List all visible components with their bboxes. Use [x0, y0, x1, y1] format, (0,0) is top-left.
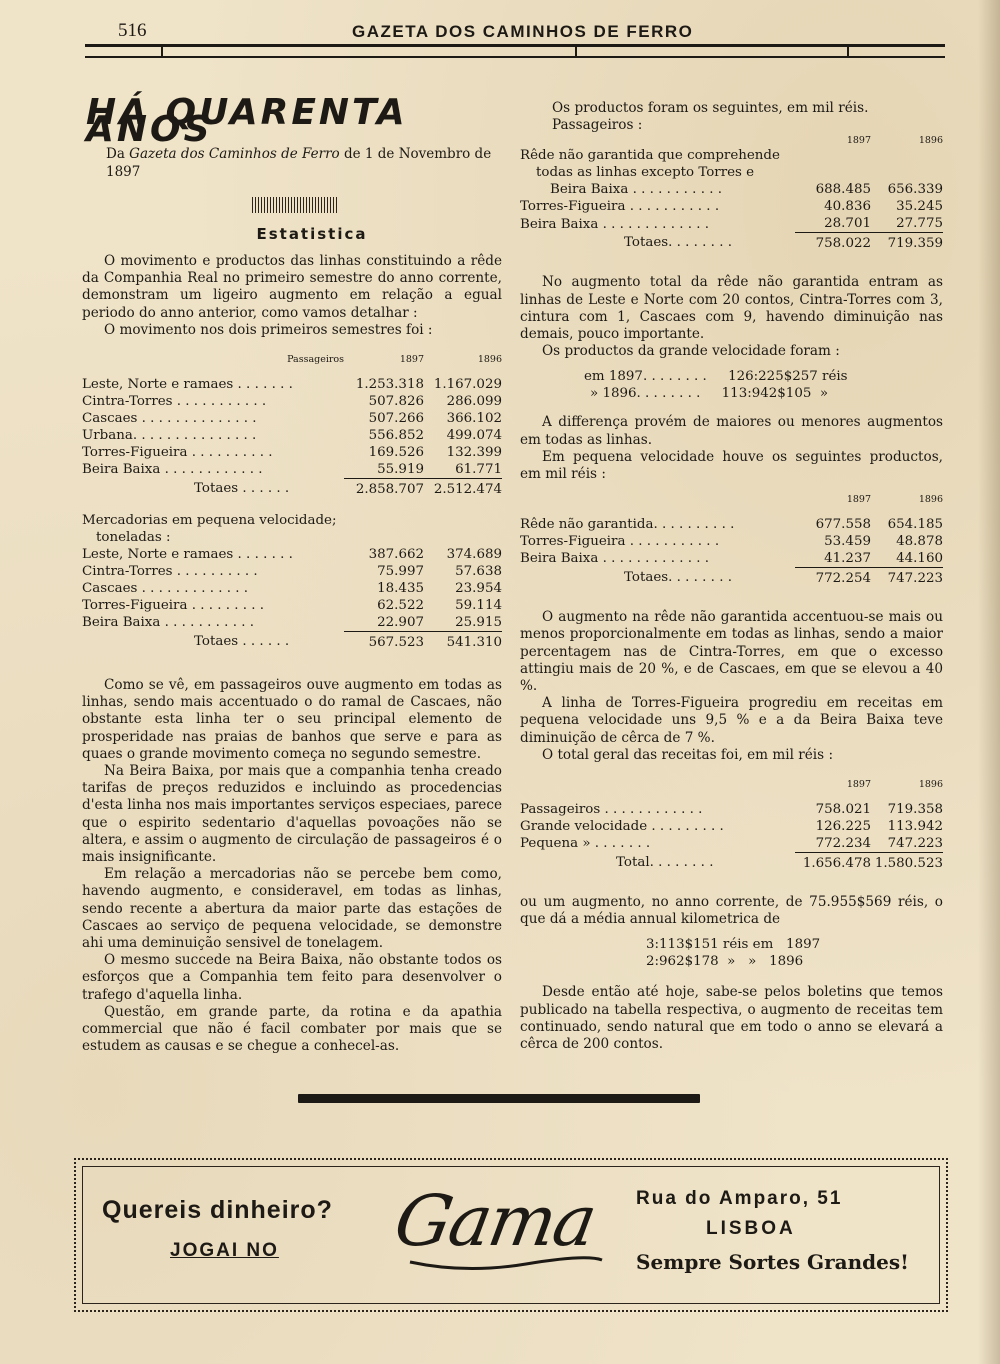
paragraph: Na Beira Baixa, por mais que a companhia tenha creado tarifas de preços reduzidos e incluindo as procedencias d'esta linha nos mais importantes serviços especiaes, parece que o espirito sedentario d'aquellas povoações não se altera, e assim o augmento de circulação de passageiros é o mais insignificante. — [82, 763, 502, 866]
table-row: Beira Baixa . . . . . . . . . . . 688.485 656.339 — [550, 182, 943, 198]
paragraph: Em relação a mercadorias não se percebe bem como, havendo augmento, e consideravel, em todas as linhas, sendo recente a abertura da maior parte das estações de Cascaes ao serviço de pequena velocidade, se demonstre ahi uma deminuição sensivel de tonelagem. — [82, 866, 502, 952]
paragraph: Desde então até hoje, sabe-se pelos boletins que temos publicado na tabella respectiva, o augmento de receitas tem continuado, sendo natural que em todo o anno se elevará a cêrca de 200 contos. — [520, 984, 943, 1053]
table-row: Torres-Figueira . . . . . . . . . 62.522 59.114 — [82, 598, 502, 614]
table-row: Torres-Figueira . . . . . . . . . . 169.526 132.399 — [82, 445, 502, 461]
table-row: Beira Baixa . . . . . . . . . . . . . 41.237 44.160 — [520, 551, 943, 567]
table-row: Leste, Norte e ramaes . . . . . . . 387.662 374.689 — [82, 547, 502, 563]
paragraph: O total geral das receitas foi, em mil réis : — [542, 746, 834, 763]
table-total-row: Total. . . . . . . . 1.656.478 1.580.523 — [520, 853, 943, 873]
paragraph: A linha de Torres-Figueira progrediu em receitas em pequena velocidade uns 9,5 % e a da Beira Baixa teve diminuição de cêrca de 7 %. — [520, 695, 943, 746]
table-row: Grande velocidade . . . . . . . . . 126.225 113.942 — [520, 819, 943, 835]
article-title: HÁ QUARENTA ANOS — [86, 92, 408, 151]
table-total-row: Totaes. . . . . . . . 758.022 719.359 — [520, 233, 943, 253]
table-total-row: Totaes. . . . . . . . 772.254 747.223 — [520, 568, 943, 588]
ad-address: Rua do Amparo, 51 — [636, 1188, 843, 1209]
table-row: Beira Baixa . . . . . . . . . . . . 55.919 61.771 — [82, 462, 502, 478]
gv-line-1896: » 1896. . . . . . . . 113:942$105 » — [590, 386, 829, 402]
ad-brand-logo: Gama — [388, 1180, 601, 1262]
goods-table — [82, 512, 502, 651]
km-line-1897: 3:113$151 réis em 1897 — [646, 937, 821, 953]
products-table: 1897 1896 Rêde não garantida que comprehende todas as linhas excepto Torres e Beira Baixa . . . . . . . . . . . 688.485 656.339 Torres-Figueira . . . . . . . . . . . 40.836 35.245 Beira Baixa . . . . . . . . . . . . . 28.701 27.775 Totaes. . . . . . . . 758.022 719.359 — [520, 135, 943, 252]
paragraph: Em pequena velocidade houve os seguintes productos, em mil réis : — [520, 448, 943, 483]
table-row: Cascaes . . . . . . . . . . . . . 18.435 23.954 — [82, 581, 502, 597]
paragraph: No augmento total da rêde não garantida entram as linhas de Leste e Norte com 20 contos, Cintra-Torres com 3, cintura com 1, Cascaes com 9, havendo diminuição nas demais, pouco importante. — [520, 274, 943, 343]
table-row: Urbana. . . . . . . . . . . . . . . 556.852 499.074 — [82, 428, 502, 444]
products-subheading: Passageiros : — [552, 117, 643, 134]
ad-brand-swash — [406, 1252, 606, 1274]
section-separator — [298, 1094, 700, 1103]
paragraph: O mesmo succede na Beira Baixa, não obstante todos os esforços que a Companhia tem feito para desenvolver o trafego d'aquella linha. — [82, 952, 502, 1003]
header-rule — [85, 44, 945, 58]
page-edge-shadow — [978, 0, 1000, 1364]
paragraph: ou um augmento, no anno corrente, de 75.955$569 réis, o que dá a média annual kilometrica de — [520, 894, 943, 928]
passengers-table — [82, 353, 502, 498]
paragraph: Os productos da grande velocidade foram : — [542, 343, 840, 360]
left-column — [82, 92, 502, 1056]
table-row: Cascaes . . . . . . . . . . . . . . 507.266 366.102 — [82, 411, 502, 427]
advertisement-box — [74, 1158, 948, 1312]
grand-total-table: 1897 1896 Passageiros . . . . . . . . . . . . 758.021 719.358 Grande velocidade . . . . . . . . . 126.225 113.942 Pequena » . . . . . . . 772.234 747.223 Total. . . . . . . . 1.656.478 1.580.523 — [520, 779, 943, 872]
paragraph: O augmento na rêde não garantida accentuou-se mais ou menos proporcionalmente em todas as linhas, sendo a maior percentagem nas de Cintra-Torres, em que o excesso attingiu mais de 20 %, e de Cascaes, em que se elevou a 40 %. — [520, 609, 943, 695]
article-source: Da Gazeta dos Caminhos de Ferro de 1 de Novembro de 1897 — [106, 146, 492, 180]
table-row: Beira Baixa . . . . . . . . . . . 22.907 25.915 — [82, 615, 502, 631]
km-line-1896: 2:962$178 » » 1896 — [646, 954, 804, 970]
table-row: Pequena » . . . . . . . 772.234 747.223 — [520, 836, 943, 852]
paragraph: A differença provém de maiores ou menores augmentos em todas as linhas. — [520, 414, 943, 448]
intro-line: O movimento nos dois primeiros semestres foi : — [104, 321, 433, 338]
page-number: 516 — [118, 20, 147, 41]
table-row: Cintra-Torres . . . . . . . . . . . 507.826 286.099 — [82, 394, 502, 410]
goods-heading: Mercadorias em pequena velocidade; — [82, 513, 337, 529]
products-intro: Os productos foram os seguintes, em mil réis. — [552, 100, 869, 116]
table-row: Torres-Figueira . . . . . . . . . . . 40.836 35.245 — [520, 199, 943, 215]
table-row: Passageiros . . . . . . . . . . . . 758.021 719.358 — [520, 802, 943, 818]
ad-question: Quereis dinheiro? — [102, 1196, 333, 1224]
table-row: todas as linhas excepto Torres e — [536, 165, 755, 181]
table-row: Rêde não garantida. . . . . . . . . . 677.558 654.185 — [520, 517, 943, 533]
ad-slogan: Sempre Sortes Grandes! — [636, 1250, 909, 1274]
table-row: Rêde não garantida que comprehende — [520, 148, 780, 164]
running-title: GAZETA DOS CAMINHOS DE FERRO — [352, 22, 694, 41]
table-row: Torres-Figueira . . . . . . . . . . . 53.459 48.878 — [520, 534, 943, 550]
table-row: Leste, Norte e ramaes . . . . . . . 1.253.318 1.167.029 — [82, 377, 502, 393]
ornament — [252, 197, 338, 213]
section-heading: Estatistica — [256, 224, 368, 243]
right-column — [520, 100, 943, 1053]
table-row: Cintra-Torres . . . . . . . . . . 75.997 57.638 — [82, 564, 502, 580]
intro-paragraph: O movimento e productos das linhas constituindo a rêde da Companhia Real no primeiro semestre do anno corrente, demonstram um ligeiro augmento em relação a egual periodo do anno anterior, como vamos detalhar : — [82, 253, 502, 321]
small-speed-table: 1897 1896 Rêde não garantida. . . . . . . . . . 677.558 654.185 Torres-Figueira . . . . . . . . . . . 53.459 48.878 Beira Baixa . . . . . . . . . . . . . 41.237 44.160 Totaes. . . . . . . . 772.254 747.223 — [520, 494, 943, 587]
gv-line-1897: em 1897. . . . . . . . 126:225$257 réis — [584, 369, 848, 385]
table-total-row: Totaes . . . . . . 567.523 541.310 — [82, 632, 502, 652]
ad-city: LISBOA — [706, 1218, 796, 1239]
paragraph: Questão, em grande parte, da rotina e da apathia commercial que não é facil combater por mais que se estudem as causas e se chegue a conhecel-as. — [82, 1003, 502, 1055]
goods-subheading: toneladas : — [96, 530, 171, 546]
table-header-row: Passageiros 1897 1896 — [287, 354, 502, 366]
table-row: Beira Baixa . . . . . . . . . . . . . 28.701 27.775 — [520, 216, 943, 232]
table-total-row: Totaes . . . . . . 2.858.707 2.512.474 — [82, 479, 502, 499]
ad-play: JOGAI NO — [170, 1240, 279, 1261]
paragraph: Como se vê, em passageiros ouve augmento em todas as linhas, sendo mais accentuado o do ramal de Cascaes, não obstante esta linha ter o seu principal elemento de prosperidade nas praias de banhos que serve e para as quaes o grande movimento começa no segundo semestre. — [82, 677, 502, 762]
